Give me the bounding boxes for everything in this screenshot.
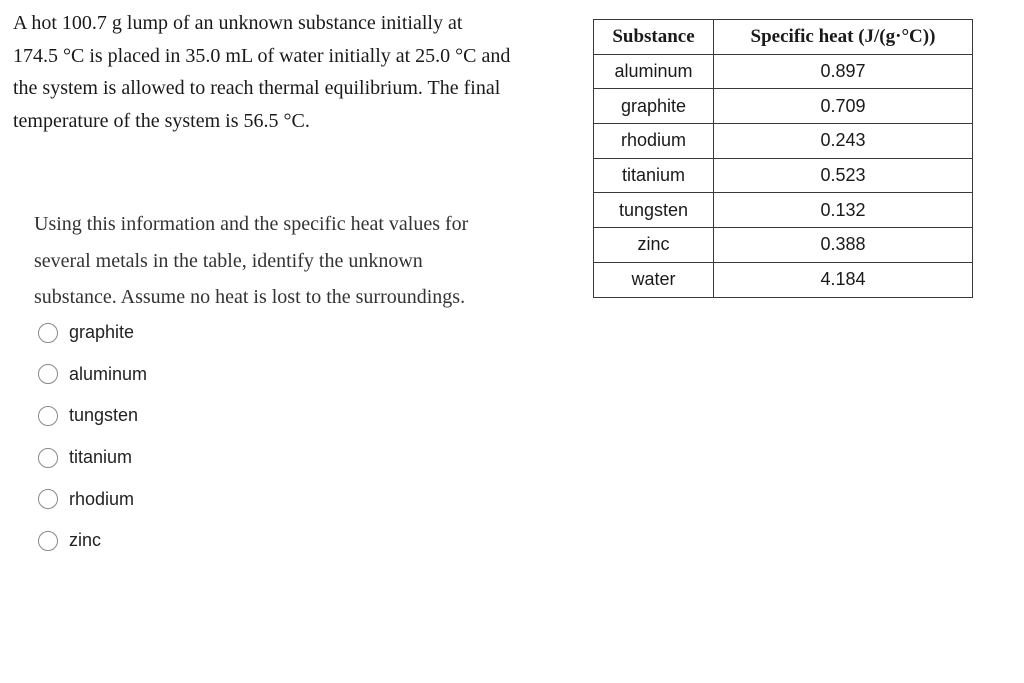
cell-specific-heat: 0.523 xyxy=(714,158,973,193)
answer-options xyxy=(38,312,147,562)
radio-button[interactable] xyxy=(38,448,58,468)
cell-substance: graphite xyxy=(594,89,714,124)
specific-heat-table xyxy=(593,19,973,298)
radio-button[interactable] xyxy=(38,364,58,384)
table-row xyxy=(594,228,973,263)
cell-substance: rhodium xyxy=(594,124,714,159)
cell-specific-heat: 0.388 xyxy=(714,228,973,263)
cell-specific-heat: 0.897 xyxy=(714,54,973,89)
problem-line: 174.5 °C is placed in 35.0 mL of water initially at 25.0 °C and xyxy=(13,44,511,67)
option-label: graphite xyxy=(69,322,135,343)
cell-specific-heat: 4.184 xyxy=(714,262,973,297)
option-label: titanium xyxy=(69,447,133,468)
table-row xyxy=(594,124,973,159)
table-header-row xyxy=(594,20,973,55)
radio-button[interactable] xyxy=(38,323,58,343)
option-tungsten[interactable] xyxy=(38,395,147,437)
option-label: aluminum xyxy=(69,363,148,384)
option-label: zinc xyxy=(69,530,102,551)
radio-button[interactable] xyxy=(38,406,58,426)
option-titanium[interactable] xyxy=(38,437,147,479)
instruction-line: Using this information and the specific heat values for xyxy=(34,213,469,235)
cell-specific-heat: 0.243 xyxy=(714,124,973,159)
cell-substance: aluminum xyxy=(594,54,714,89)
cell-substance: titanium xyxy=(594,158,714,193)
radio-button[interactable] xyxy=(38,489,58,509)
problem-statement xyxy=(13,7,573,137)
option-zinc[interactable] xyxy=(38,520,147,562)
question-instruction xyxy=(34,206,554,316)
table-row xyxy=(594,193,973,228)
instruction-line: substance. Assume no heat is lost to the surroundings. xyxy=(34,286,466,308)
table-row xyxy=(594,158,973,193)
problem-line: temperature of the system is 56.5 °C. xyxy=(13,109,310,132)
cell-substance: water xyxy=(594,262,714,297)
option-graphite[interactable] xyxy=(38,312,147,354)
cell-specific-heat: 0.132 xyxy=(714,193,973,228)
option-aluminum[interactable] xyxy=(38,354,147,396)
cell-specific-heat: 0.709 xyxy=(714,89,973,124)
option-label: rhodium xyxy=(69,488,135,509)
problem-line: the system is allowed to reach thermal equilibrium. The final xyxy=(13,77,501,99)
option-rhodium[interactable] xyxy=(38,478,147,520)
table-row xyxy=(594,262,973,297)
header-specific-heat: Specific heat (J/(g·°C)) xyxy=(714,20,973,55)
radio-button[interactable] xyxy=(38,531,58,551)
header-substance: Substance xyxy=(594,20,714,55)
table-row xyxy=(594,54,973,89)
problem-line: A hot 100.7 g lump of an unknown substance initially at xyxy=(13,12,463,34)
option-label: tungsten xyxy=(69,405,139,426)
cell-substance: zinc xyxy=(594,228,714,263)
cell-substance: tungsten xyxy=(594,193,714,228)
table-row xyxy=(594,89,973,124)
instruction-line: several metals in the table, identify the unknown xyxy=(34,249,423,272)
